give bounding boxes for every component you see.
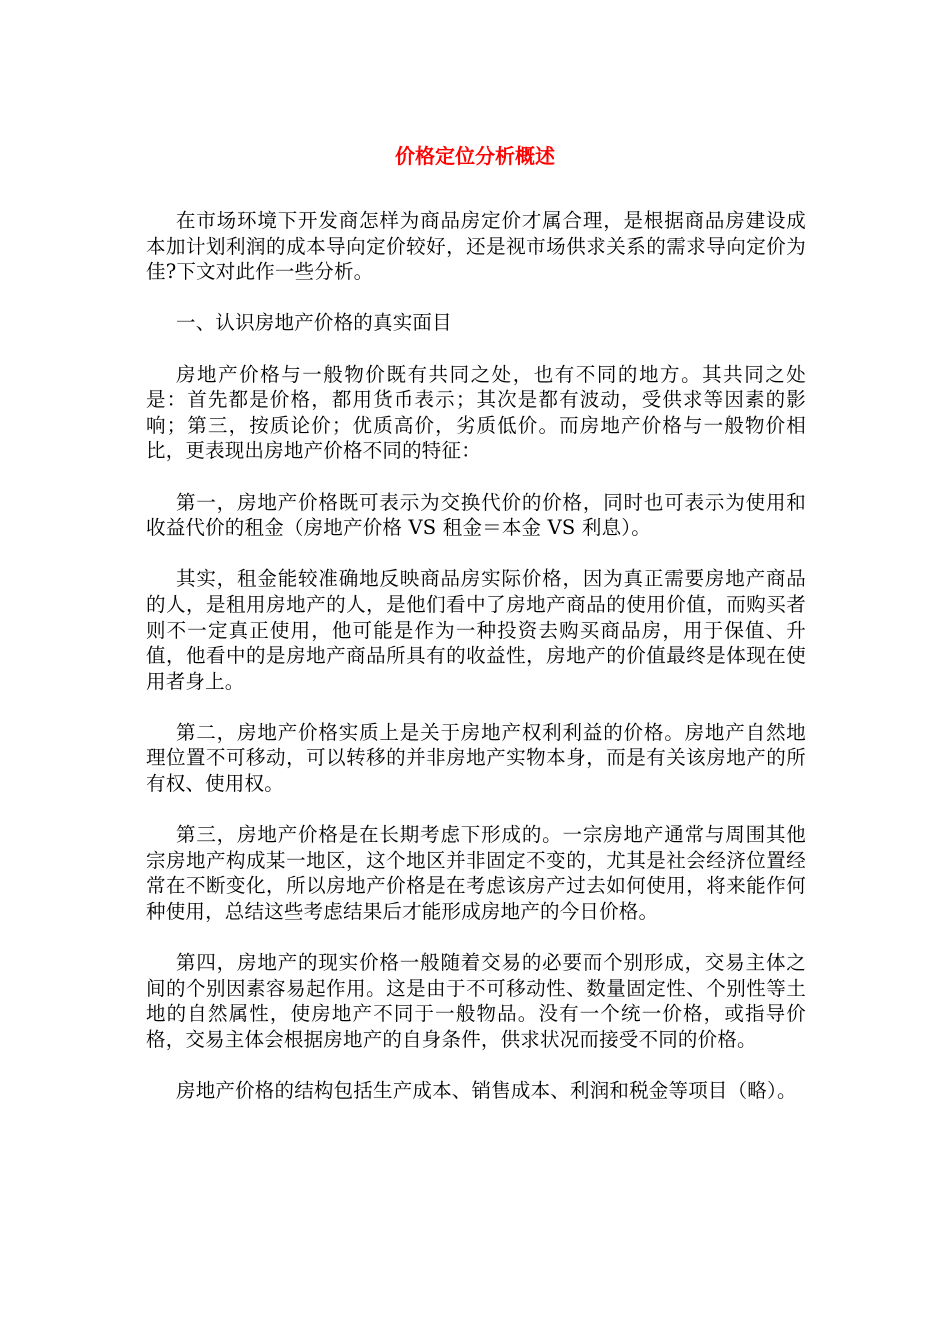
paragraph-price-structure: 房地产价格的结构包括生产成本、销售成本、利润和税金等项目（略）。 bbox=[176, 1079, 797, 1103]
paragraph-second-feature: 第二，房地产价格实质上是关于房地产权利利益的价格。房地产自然地理位置不可移动，可以转移的并非房地产实物本身，而是有关该房地产的所有权、使用权。 bbox=[146, 720, 806, 796]
paragraph-first-feature: 第一，房地产价格既可表示为交换代价的价格，同时也可表示为使用和收益代价的租金（房地产价格 VS 租金＝本金 VS 利息）。 bbox=[146, 490, 806, 540]
section-heading: 一、认识房地产价格的真实面目 bbox=[176, 311, 452, 335]
paragraph-rent-explanation: 其实，租金能较准确地反映商品房实际价格，因为真正需要房地产商品的人，是租用房地产的人，是他们看中了房地产商品的使用价值，而购买者则不一定真正使用，他可能是作为一种投资去购买商品房，用于保值、升值，他看中的是房地产商品所具有的收益性，房地产的价值最终是体现在使用者身上。 bbox=[146, 567, 806, 693]
paragraph-intro: 在市场环境下开发商怎样为商品房定价才属合理，是根据商品房建设成本加计划利润的成本导向定价较好，还是视市场供求关系的需求导向定价为佳?下文对此作一些分析。 bbox=[146, 209, 806, 284]
document-title: 价格定位分析概述 bbox=[395, 144, 555, 168]
paragraph-third-feature: 第三，房地产价格是在长期考虑下形成的。一宗房地产通常与周围其他宗房地产构成某一地区，这个地区并非固定不变的，尤其是社会经济位置经常在不断变化，所以房地产价格是在考虑该房产过去如何使用，将来能作何种使用，总结这些考虑结果后才能形成房地产的今日价格。 bbox=[146, 823, 806, 924]
paragraph-fourth-feature: 第四，房地产的现实价格一般随着交易的必要而个别形成，交易主体之间的个别因素容易起作用。这是由于不可移动性、数量固定性、个别性等土地的自然属性，使房地产不同于一般物品。没有一个统一价格，或指导价格，交易主体会根据房地产的自身条件，供求状况而接受不同的价格。 bbox=[146, 951, 806, 1051]
paragraph-price-features: 房地产价格与一般物价既有共同之处，也有不同的地方。其共同之处是：首先都是价格，都用货币表示；其次是都有波动，受供求等因素的影响；第三，按质论价；优质高价，劣质低价。而房地产价格与一般物价相比，更表现出房地产价格不同的特征： bbox=[146, 362, 806, 463]
document-body bbox=[146, 208, 806, 1129]
